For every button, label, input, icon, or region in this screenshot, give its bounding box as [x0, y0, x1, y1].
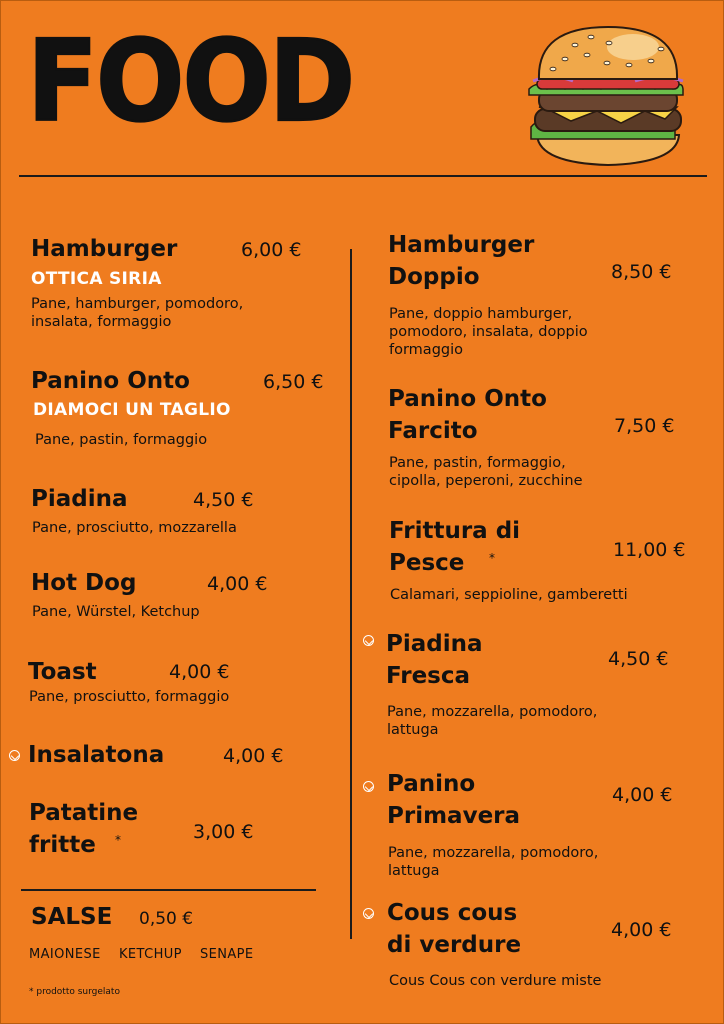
- item-subtitle: OTTICA SIRIA: [31, 269, 162, 289]
- item-description: Pane, pastin, formaggio, cipolla, peperoni, zucchine: [389, 455, 583, 489]
- item-name: Insalatona: [28, 742, 165, 768]
- item-name: di verdure: [387, 932, 522, 958]
- item-price: 4,50 €: [608, 648, 669, 670]
- item-price: 6,50 €: [263, 371, 324, 393]
- salse-option: MAIONESE: [29, 947, 101, 962]
- item-description: Cous Cous con verdure miste: [389, 973, 602, 989]
- salse-option: KETCHUP: [119, 947, 182, 962]
- item-name: Hot Dog: [31, 570, 137, 596]
- item-name: Piadina: [31, 486, 128, 512]
- item-name: Pesce: [389, 550, 465, 576]
- item-name: fritte: [29, 832, 96, 858]
- item-name: Fresca: [386, 663, 471, 689]
- item-price: 4,00 €: [169, 661, 230, 683]
- item-subtitle: DIAMOCI UN TAGLIO: [33, 400, 231, 420]
- item-name: Panino Onto: [388, 386, 547, 412]
- frozen-mark: *: [489, 551, 495, 565]
- frozen-mark: *: [115, 833, 121, 847]
- item-price: 4,00 €: [207, 573, 268, 595]
- item-price: 8,50 €: [611, 261, 672, 283]
- salse-label: SALSE: [31, 904, 113, 930]
- salse-divider: [21, 889, 316, 891]
- title-divider: [19, 175, 707, 177]
- item-description: Pane, pastin, formaggio: [35, 432, 208, 448]
- vegetarian-icon: [363, 635, 374, 646]
- vegetarian-icon: [363, 908, 374, 919]
- item-price: 6,00 €: [241, 239, 302, 261]
- item-name: Piadina: [386, 631, 483, 657]
- item-name: Toast: [28, 659, 97, 685]
- item-description: Pane, mozzarella, pomodoro, lattuga: [387, 704, 598, 738]
- item-name: Hamburger: [31, 236, 178, 262]
- item-price: 4,00 €: [612, 784, 673, 806]
- salse-option: SENAPE: [200, 947, 254, 962]
- item-name: Doppio: [388, 264, 480, 290]
- hamburger-illustration: [525, 23, 691, 169]
- item-name: Panino: [387, 771, 476, 797]
- column-divider: [350, 249, 352, 939]
- item-description: Pane, prosciutto, formaggio: [29, 689, 230, 705]
- vegetarian-icon: [363, 781, 374, 792]
- item-price: 4,00 €: [611, 919, 672, 941]
- item-name: Panino Onto: [31, 368, 190, 394]
- salse-price: 0,50 €: [139, 909, 194, 929]
- item-price: 4,50 €: [193, 489, 254, 511]
- page-title: FOOD: [27, 15, 354, 148]
- item-description: Pane, doppio hamburger, pomodoro, insalata, doppio formaggio: [389, 306, 588, 358]
- item-name: Hamburger: [388, 232, 535, 258]
- item-description: Calamari, seppioline, gamberetti: [390, 587, 628, 603]
- item-price: 3,00 €: [193, 821, 254, 843]
- item-description: Pane, Würstel, Ketchup: [32, 604, 200, 620]
- footnote: * prodotto surgelato: [29, 987, 120, 997]
- item-description: Pane, prosciutto, mozzarella: [32, 520, 237, 536]
- item-name: Farcito: [388, 418, 478, 444]
- item-name: Primavera: [387, 803, 521, 829]
- item-price: 4,00 €: [223, 745, 284, 767]
- item-name: Cous cous: [387, 900, 518, 926]
- item-name: Patatine: [29, 800, 139, 826]
- item-price: 11,00 €: [613, 539, 686, 561]
- item-description: Pane, hamburger, pomodoro, insalata, formaggio: [31, 296, 244, 330]
- item-description: Pane, mozzarella, pomodoro, lattuga: [388, 845, 599, 879]
- item-name: Frittura di: [389, 518, 521, 544]
- vegetarian-icon: [9, 750, 20, 761]
- item-price: 7,50 €: [614, 415, 675, 437]
